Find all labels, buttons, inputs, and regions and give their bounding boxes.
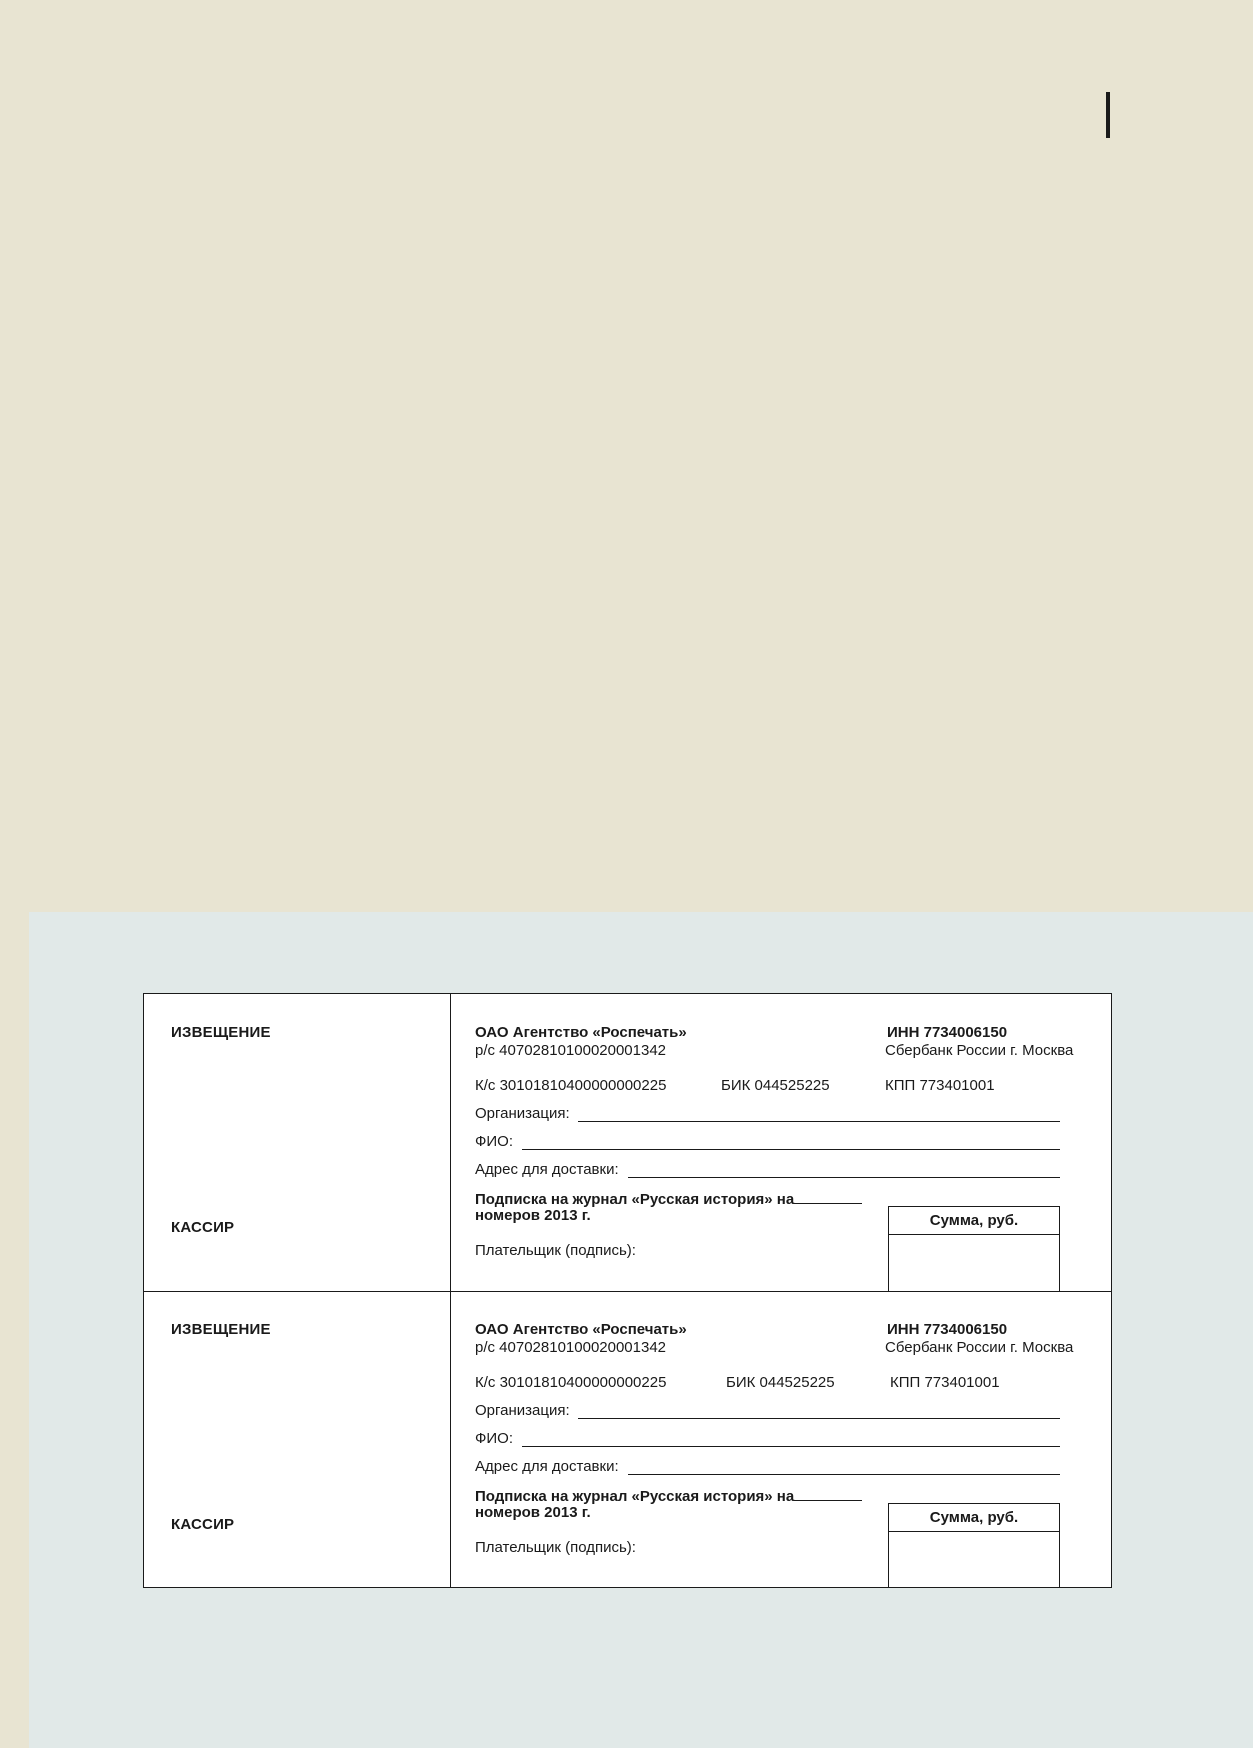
organization-field-line[interactable]: [578, 1121, 1060, 1122]
subscription-year: номеров 2013 г.: [475, 1207, 591, 1224]
sum-label: Сумма, руб.: [889, 1207, 1059, 1235]
subscription-line: [475, 1189, 862, 1208]
account-number: р/с 40702810100020001342: [475, 1339, 667, 1356]
address-field-line[interactable]: [628, 1177, 1060, 1178]
fio-field-line[interactable]: [522, 1446, 1060, 1447]
issue-count-field-line[interactable]: [794, 1189, 862, 1204]
sum-label: Сумма, руб.: [889, 1504, 1059, 1532]
sum-field[interactable]: [889, 1532, 1059, 1588]
fio-field-line[interactable]: [522, 1149, 1060, 1150]
corr-account: К/с 30101810400000000225: [475, 1374, 667, 1391]
bank-name: Сбербанк России г. Москва: [885, 1339, 1074, 1356]
column-divider: [450, 1291, 451, 1588]
bank-name: Сбербанк России г. Москва: [885, 1042, 1074, 1059]
organization-field-line[interactable]: [578, 1418, 1060, 1419]
subscription-year: номеров 2013 г.: [475, 1504, 591, 1521]
address-label: Адрес для доставки:: [475, 1458, 619, 1475]
cashier-label: КАССИР: [171, 1219, 235, 1236]
payer-signature-label: Плательщик (подпись):: [475, 1242, 636, 1259]
bik: БИК 044525225: [726, 1374, 835, 1391]
fio-label: ФИО:: [475, 1430, 514, 1447]
address-field-line[interactable]: [628, 1474, 1060, 1475]
sum-field[interactable]: [889, 1235, 1059, 1291]
sum-box: [888, 1206, 1060, 1291]
payer-signature-label: Плательщик (подпись):: [475, 1539, 636, 1556]
organization-label: Организация:: [475, 1402, 570, 1419]
notice-label: ИЗВЕЩЕНИЕ: [171, 1024, 271, 1041]
kpp: КПП 773401001: [885, 1077, 995, 1094]
bik: БИК 044525225: [721, 1077, 830, 1094]
org-name: ОАО Агентство «Роспечать»: [475, 1321, 687, 1338]
address-label: Адрес для доставки:: [475, 1161, 619, 1178]
corr-account: К/с 30101810400000000225: [475, 1077, 667, 1094]
column-divider: [450, 994, 451, 1291]
sum-box: [888, 1503, 1060, 1588]
subscription-text: Подписка на журнал «Русская история» на: [475, 1191, 795, 1208]
inn: ИНН 7734006150: [887, 1024, 1008, 1041]
payment-slip-2: [144, 1291, 1111, 1588]
kpp: КПП 773401001: [890, 1374, 1000, 1391]
organization-label: Организация:: [475, 1105, 570, 1122]
fio-label: ФИО:: [475, 1133, 514, 1150]
subscription-line: [475, 1486, 862, 1505]
org-name: ОАО Агентство «Роспечать»: [475, 1024, 687, 1041]
issue-count-field-line[interactable]: [794, 1486, 862, 1501]
cashier-label: КАССИР: [171, 1516, 235, 1533]
subscription-text: Подписка на журнал «Русская история» на: [475, 1488, 795, 1505]
payment-slip-1: [144, 994, 1111, 1292]
notice-label: ИЗВЕЩЕНИЕ: [171, 1321, 271, 1338]
inn: ИНН 7734006150: [887, 1321, 1008, 1338]
account-number: р/с 40702810100020001342: [475, 1042, 667, 1059]
payment-slips-table: [143, 993, 1112, 1588]
top-vertical-mark: [1106, 92, 1110, 138]
